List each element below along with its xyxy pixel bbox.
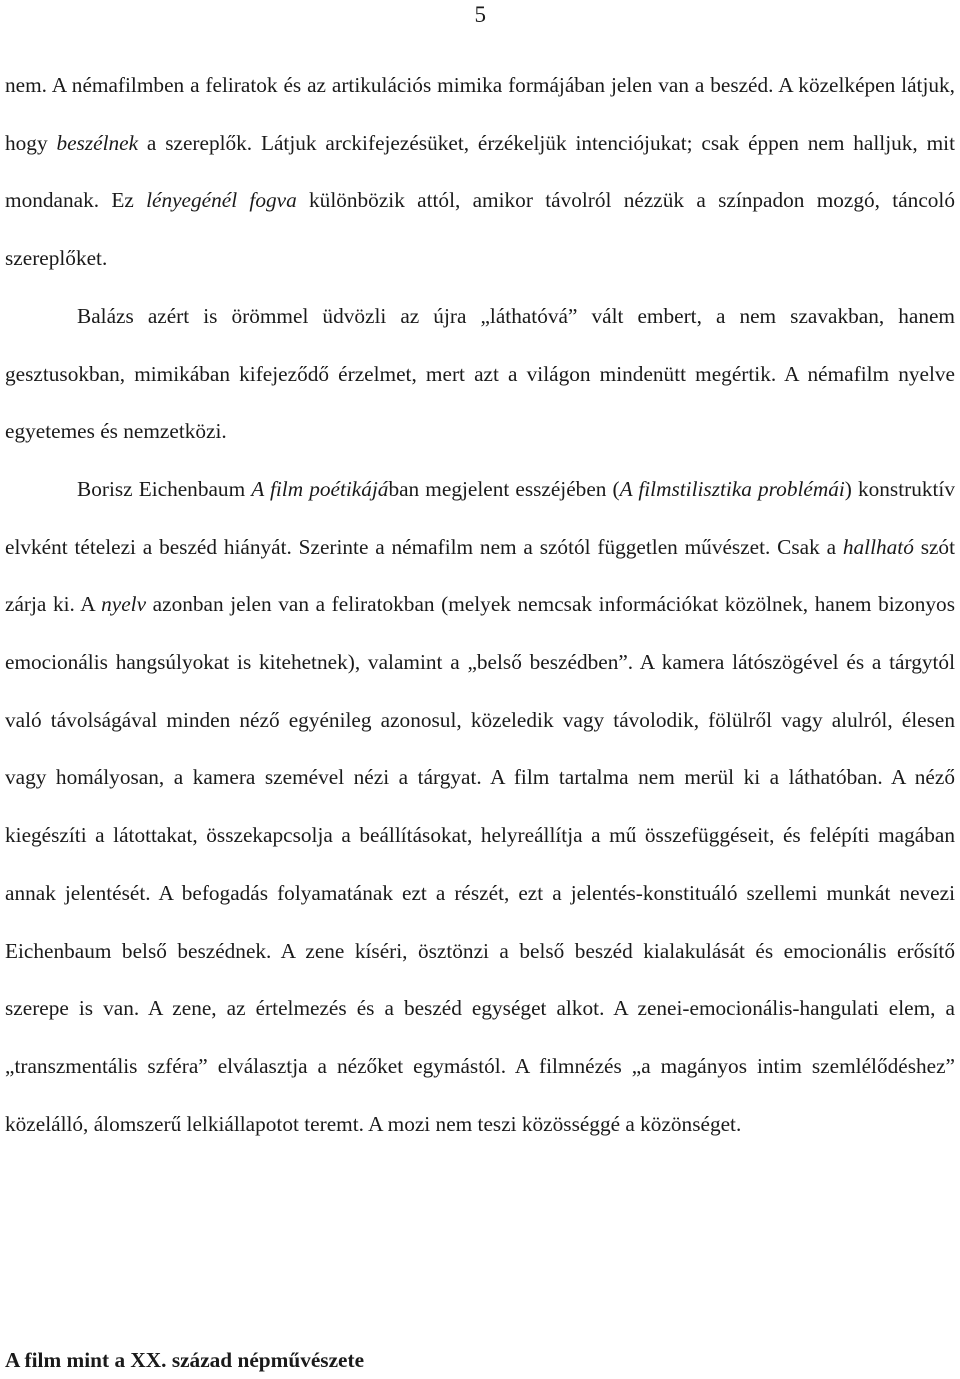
text-segment: különbözik attól, amikor távolról nézzük a színpadon mozgó, táncoló szereplőket. bbox=[5, 188, 955, 271]
emphasis-text: beszélnek bbox=[56, 130, 139, 155]
emphasis-text: hallható bbox=[842, 534, 914, 559]
emphasis-text: A film poétikájá bbox=[251, 476, 389, 501]
emphasis-text: A filmstilisztika problémái bbox=[619, 476, 845, 501]
page-number: 5 bbox=[474, 2, 486, 27]
emphasis-text: nyelv bbox=[101, 592, 147, 617]
paragraph-1 bbox=[5, 57, 955, 288]
text-segment: Borisz Eichenbaum bbox=[77, 476, 252, 501]
text-segment: a szereplők. Látjuk arckifejezésüket, érzékeljük intenciójukat; csak éppen nem halljuk, mit mondanak. Ez bbox=[5, 130, 956, 213]
emphasis-text: lényegénél fogva bbox=[146, 188, 297, 213]
text-segment: nem. A némafilmben a feliratok és az artikulációs mimika formájában jelen van a beszéd. A közelképen látjuk, hogy bbox=[5, 73, 955, 155]
text-segment: azonban jelen van a feliratokban (melyek nemcsak információkat közölnek, hanem bizonyos emocionális hangsúlyokat is kitehetnek), valamint a „belső beszédben”. A kamera látószögével és a tárgytól való távolságával minden néző egyénileg azonosul, közeledik vagy távolodik, fölülről vagy alulról, élesen vagy homályosan, a kamera szemével nézi a tárgyat. A film tartalma nem merül ki a láthatóban. A néző kiegészíti a látottakat, összekapcsolja a beállításokat, helyreállítja a mű összefüggéseit, és felépíti magában annak jelentését. A befogadás folyamatának ezt a részét, ezt a jelentés-konstituáló szellemi munkát nevezi Eichenbaum belső beszédnek. A zene kíséri, ösztönzi a belső beszéd kialakulását és emocionális erősítő szerepe is van. A zene, az értelmezés és a beszéd egységet alkot. A zenei-emocionális-hangulati elem, a „transzmentális szféra” elválasztja a nézőket egymástól. A filmnézés „a magányos intim szemlélődéshez” közelálló, álomszerű lelkiállapotot teremt. A mozi nem teszi közösséggé a közönséget. bbox=[5, 592, 955, 1136]
section-heading: A film mint a XX. század népművészete bbox=[5, 1348, 365, 1372]
text-segment: Balázs azért is örömmel üdvözli az újra „láthatóvá” vált embert, a nem szavakban, hanem gesztusokban, mimikában kifejeződő érzelmet, mert azt a világon mindenütt megértik. A némafilm nyelve egyetemes és nemzetközi. bbox=[5, 303, 955, 444]
text-segment: ) konstruktív elvként tételezi a beszéd hiányát. Szerinte a némafilm nem a szótól független művészet. Csak a bbox=[5, 476, 955, 559]
paragraph-3 bbox=[5, 461, 955, 1153]
paragraph-2 bbox=[5, 288, 955, 461]
body-text bbox=[5, 57, 955, 1153]
text-segment: ban megjelent esszéjében ( bbox=[388, 476, 620, 501]
text-segment: szót zárja ki. A bbox=[5, 534, 955, 617]
